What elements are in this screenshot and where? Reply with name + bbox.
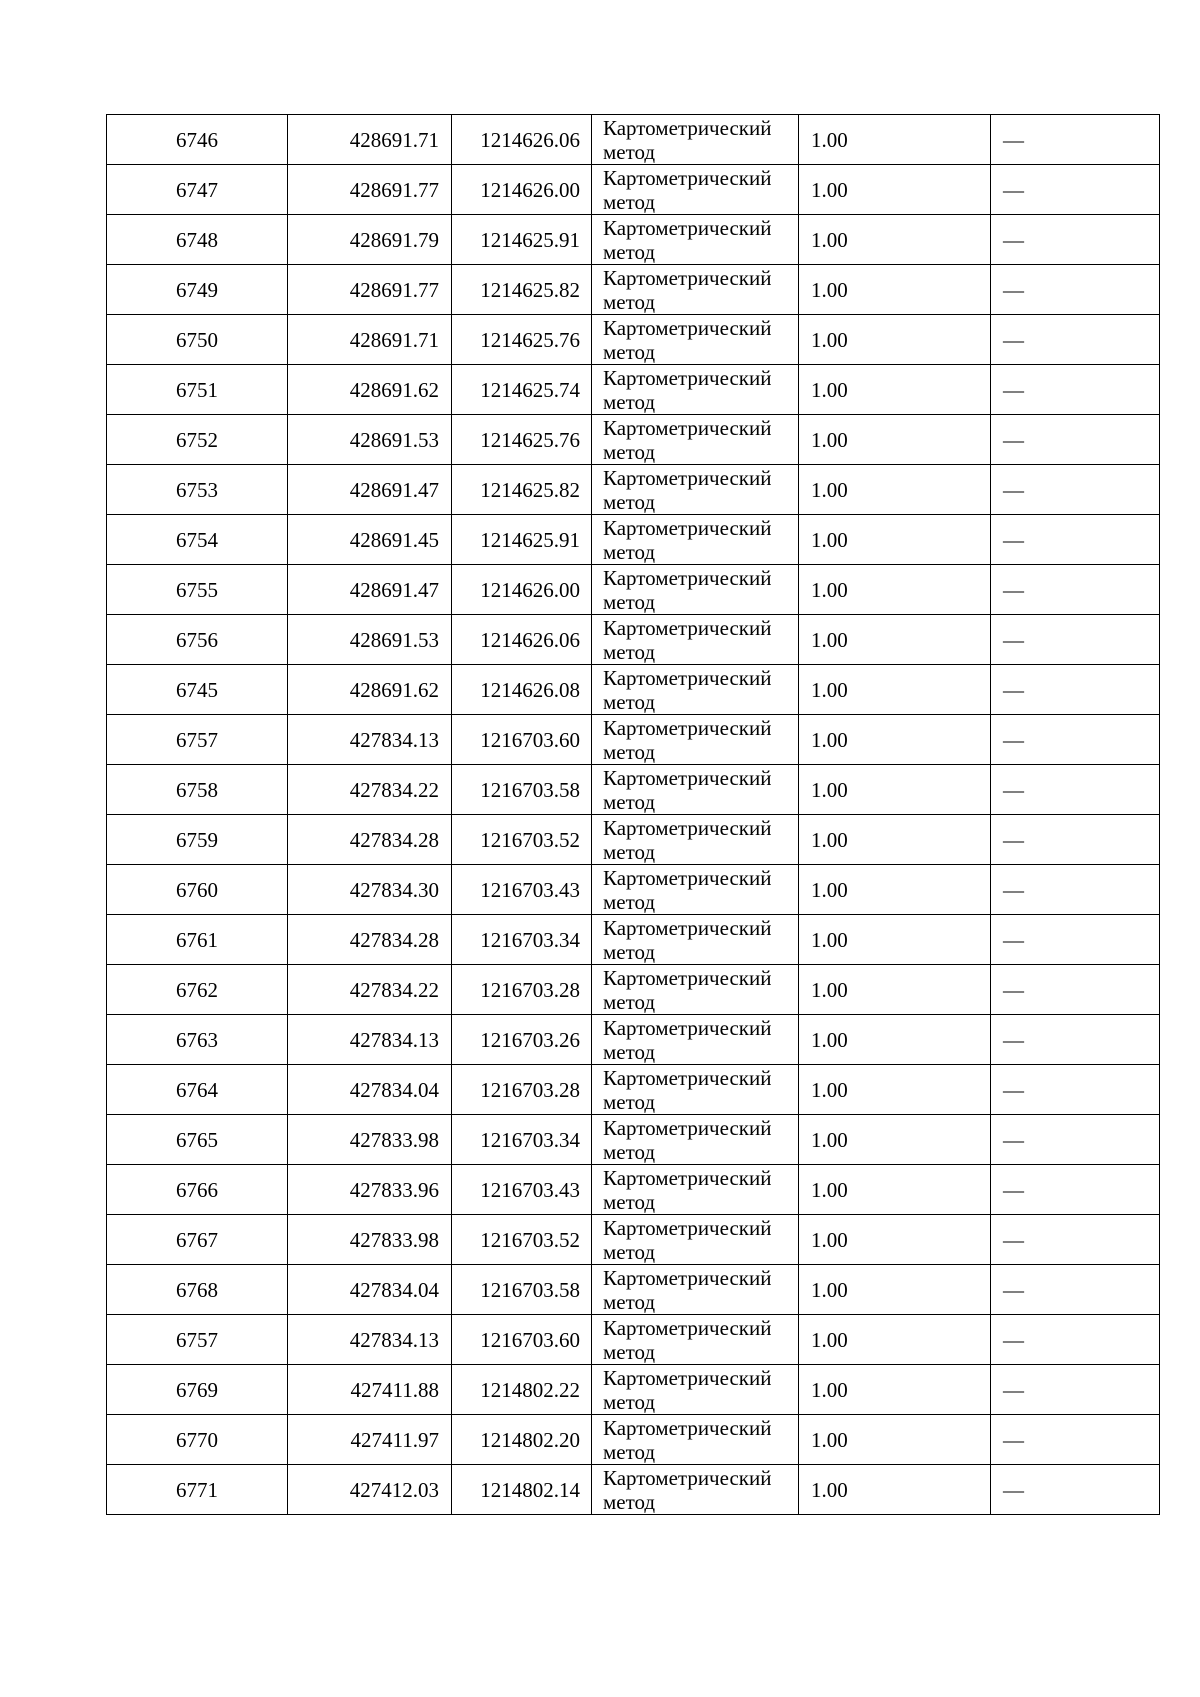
description-cell: — [991, 1465, 1160, 1515]
method-line-2: метод [603, 589, 656, 614]
method-line-1: Картометрический [603, 915, 772, 940]
method-line-2: метод [603, 1039, 656, 1064]
accuracy-cell: 1.00 [799, 1165, 991, 1215]
method-line-1: Картометрический [603, 1165, 772, 1190]
description-cell: — [991, 1065, 1160, 1115]
method-cell [592, 1215, 799, 1265]
method-cell [592, 315, 799, 365]
method-cell [592, 715, 799, 765]
point-number-cell: 6760 [107, 865, 288, 915]
y-coordinate-cell: 1216703.26 [452, 1015, 592, 1065]
accuracy-cell: 1.00 [799, 1115, 991, 1165]
method-line-2: метод [603, 939, 656, 964]
method-line-1: Картометрический [603, 815, 772, 840]
description-cell: — [991, 965, 1160, 1015]
method-line-2: метод [603, 389, 656, 414]
x-coordinate-cell: 427833.96 [288, 1165, 452, 1215]
y-coordinate-cell: 1216703.34 [452, 1115, 592, 1165]
y-coordinate-cell: 1216703.43 [452, 865, 592, 915]
x-coordinate-cell: 428691.47 [288, 465, 452, 515]
table-row [107, 1215, 1160, 1265]
y-coordinate-cell: 1216703.60 [452, 715, 592, 765]
x-coordinate-cell: 427834.04 [288, 1065, 452, 1115]
method-cell [592, 915, 799, 965]
method-line-2: метод [603, 339, 656, 364]
description-cell: — [991, 915, 1160, 965]
description-cell: — [991, 265, 1160, 315]
y-coordinate-cell: 1214626.00 [452, 565, 592, 615]
table-row [107, 1465, 1160, 1515]
table-row [107, 1115, 1160, 1165]
method-line-2: метод [603, 1389, 656, 1414]
accuracy-cell: 1.00 [799, 215, 991, 265]
description-cell: — [991, 115, 1160, 165]
x-coordinate-cell: 427411.88 [288, 1365, 452, 1415]
table-row [107, 115, 1160, 165]
coordinates-table-body [107, 115, 1160, 1515]
table-row [107, 515, 1160, 565]
y-coordinate-cell: 1214625.74 [452, 365, 592, 415]
accuracy-cell: 1.00 [799, 165, 991, 215]
method-line-1: Картометрический [603, 115, 772, 140]
method-cell [592, 365, 799, 415]
method-line-1: Картометрический [603, 365, 772, 390]
y-coordinate-cell: 1214802.22 [452, 1365, 592, 1415]
method-line-1: Картометрический [603, 315, 772, 340]
y-coordinate-cell: 1216703.60 [452, 1315, 592, 1365]
table-row [107, 1315, 1160, 1365]
x-coordinate-cell: 427834.22 [288, 965, 452, 1015]
method-line-2: метод [603, 1089, 656, 1114]
y-coordinate-cell: 1214625.82 [452, 265, 592, 315]
x-coordinate-cell: 427833.98 [288, 1215, 452, 1265]
method-cell [592, 1415, 799, 1465]
y-coordinate-cell: 1216703.58 [452, 765, 592, 815]
method-line-2: метод [603, 689, 656, 714]
x-coordinate-cell: 427834.13 [288, 715, 452, 765]
table-row [107, 215, 1160, 265]
accuracy-cell: 1.00 [799, 365, 991, 415]
table-row [107, 1415, 1160, 1465]
accuracy-cell: 1.00 [799, 665, 991, 715]
description-cell: — [991, 365, 1160, 415]
method-cell [592, 1265, 799, 1315]
y-coordinate-cell: 1216703.52 [452, 815, 592, 865]
description-cell: — [991, 1315, 1160, 1365]
point-number-cell: 6746 [107, 115, 288, 165]
accuracy-cell: 1.00 [799, 915, 991, 965]
y-coordinate-cell: 1214626.06 [452, 115, 592, 165]
table-row [107, 1365, 1160, 1415]
table-row [107, 815, 1160, 865]
x-coordinate-cell: 427834.28 [288, 815, 452, 865]
table-row [107, 315, 1160, 365]
method-line-1: Картометрический [603, 265, 772, 290]
method-cell [592, 1115, 799, 1165]
accuracy-cell: 1.00 [799, 115, 991, 165]
method-cell [592, 665, 799, 715]
method-line-1: Картометрический [603, 865, 772, 890]
method-line-2: метод [603, 439, 656, 464]
accuracy-cell: 1.00 [799, 1365, 991, 1415]
accuracy-cell: 1.00 [799, 1465, 991, 1515]
point-number-cell: 6757 [107, 1315, 288, 1365]
table-row [107, 965, 1160, 1015]
x-coordinate-cell: 427833.98 [288, 1115, 452, 1165]
method-line-2: метод [603, 639, 656, 664]
table-row [107, 715, 1160, 765]
accuracy-cell: 1.00 [799, 1065, 991, 1115]
method-cell [592, 565, 799, 615]
table-row [107, 265, 1160, 315]
table-row [107, 165, 1160, 215]
method-cell [592, 1165, 799, 1215]
method-line-1: Картометрический [603, 1415, 772, 1440]
table-row [107, 465, 1160, 515]
x-coordinate-cell: 427834.13 [288, 1015, 452, 1065]
method-line-1: Картометрический [603, 1265, 772, 1290]
method-cell [592, 965, 799, 1015]
y-coordinate-cell: 1216703.28 [452, 1065, 592, 1115]
method-line-1: Картометрический [603, 165, 772, 190]
description-cell: — [991, 1265, 1160, 1315]
accuracy-cell: 1.00 [799, 1415, 991, 1465]
method-line-1: Картометрический [603, 1065, 772, 1090]
accuracy-cell: 1.00 [799, 1015, 991, 1065]
y-coordinate-cell: 1214626.06 [452, 615, 592, 665]
accuracy-cell: 1.00 [799, 415, 991, 465]
x-coordinate-cell: 428691.79 [288, 215, 452, 265]
point-number-cell: 6753 [107, 465, 288, 515]
method-cell [592, 165, 799, 215]
method-line-1: Картометрический [603, 565, 772, 590]
method-line-2: метод [603, 739, 656, 764]
y-coordinate-cell: 1214625.91 [452, 515, 592, 565]
method-line-2: метод [603, 489, 656, 514]
accuracy-cell: 1.00 [799, 1315, 991, 1365]
table-row [107, 665, 1160, 715]
x-coordinate-cell: 428691.53 [288, 415, 452, 465]
method-line-2: метод [603, 239, 656, 264]
y-coordinate-cell: 1214625.76 [452, 315, 592, 365]
x-coordinate-cell: 428691.45 [288, 515, 452, 565]
point-number-cell: 6770 [107, 1415, 288, 1465]
point-number-cell: 6769 [107, 1365, 288, 1415]
x-coordinate-cell: 427834.28 [288, 915, 452, 965]
point-number-cell: 6764 [107, 1065, 288, 1115]
method-line-1: Картометрический [603, 1115, 772, 1140]
point-number-cell: 6745 [107, 665, 288, 715]
description-cell: — [991, 765, 1160, 815]
description-cell: — [991, 1415, 1160, 1465]
y-coordinate-cell: 1214625.91 [452, 215, 592, 265]
point-number-cell: 6763 [107, 1015, 288, 1065]
x-coordinate-cell: 428691.53 [288, 615, 452, 665]
accuracy-cell: 1.00 [799, 515, 991, 565]
description-cell: — [991, 615, 1160, 665]
coordinates-table [106, 114, 1160, 1515]
description-cell: — [991, 1165, 1160, 1215]
method-line-2: метод [603, 1239, 656, 1264]
method-cell [592, 1065, 799, 1115]
description-cell: — [991, 1015, 1160, 1065]
x-coordinate-cell: 428691.77 [288, 165, 452, 215]
description-cell: — [991, 215, 1160, 265]
accuracy-cell: 1.00 [799, 965, 991, 1015]
table-row [107, 865, 1160, 915]
description-cell: — [991, 1115, 1160, 1165]
method-line-2: метод [603, 1139, 656, 1164]
method-cell [592, 815, 799, 865]
method-cell [592, 415, 799, 465]
description-cell: — [991, 1365, 1160, 1415]
accuracy-cell: 1.00 [799, 1215, 991, 1265]
accuracy-cell: 1.00 [799, 565, 991, 615]
point-number-cell: 6758 [107, 765, 288, 815]
y-coordinate-cell: 1214625.82 [452, 465, 592, 515]
table-row [107, 765, 1160, 815]
x-coordinate-cell: 427834.04 [288, 1265, 452, 1315]
method-line-1: Картометрический [603, 615, 772, 640]
method-line-1: Картометрический [603, 1465, 772, 1490]
method-cell [592, 1365, 799, 1415]
method-line-1: Картометрический [603, 1215, 772, 1240]
method-line-2: метод [603, 139, 656, 164]
method-line-2: метод [603, 789, 656, 814]
point-number-cell: 6761 [107, 915, 288, 965]
description-cell: — [991, 315, 1160, 365]
point-number-cell: 6751 [107, 365, 288, 415]
method-line-2: метод [603, 1339, 656, 1364]
method-line-2: метод [603, 1489, 656, 1514]
method-cell [592, 215, 799, 265]
x-coordinate-cell: 427412.03 [288, 1465, 452, 1515]
point-number-cell: 6747 [107, 165, 288, 215]
point-number-cell: 6755 [107, 565, 288, 615]
point-number-cell: 6766 [107, 1165, 288, 1215]
y-coordinate-cell: 1214626.00 [452, 165, 592, 215]
y-coordinate-cell: 1216703.52 [452, 1215, 592, 1265]
x-coordinate-cell: 428691.47 [288, 565, 452, 615]
method-line-1: Картометрический [603, 1365, 772, 1390]
description-cell: — [991, 715, 1160, 765]
accuracy-cell: 1.00 [799, 265, 991, 315]
point-number-cell: 6754 [107, 515, 288, 565]
y-coordinate-cell: 1216703.34 [452, 915, 592, 965]
accuracy-cell: 1.00 [799, 715, 991, 765]
y-coordinate-cell: 1216703.28 [452, 965, 592, 1015]
method-line-2: метод [603, 1439, 656, 1464]
accuracy-cell: 1.00 [799, 815, 991, 865]
method-line-1: Картометрический [603, 765, 772, 790]
point-number-cell: 6771 [107, 1465, 288, 1515]
method-line-1: Картометрический [603, 1315, 772, 1340]
x-coordinate-cell: 428691.71 [288, 115, 452, 165]
point-number-cell: 6767 [107, 1215, 288, 1265]
method-cell [592, 1015, 799, 1065]
method-line-1: Картометрический [603, 215, 772, 240]
x-coordinate-cell: 427834.30 [288, 865, 452, 915]
method-cell [592, 465, 799, 515]
method-line-1: Картометрический [603, 715, 772, 740]
description-cell: — [991, 565, 1160, 615]
method-cell [592, 515, 799, 565]
method-line-1: Картометрический [603, 665, 772, 690]
point-number-cell: 6757 [107, 715, 288, 765]
point-number-cell: 6759 [107, 815, 288, 865]
accuracy-cell: 1.00 [799, 315, 991, 365]
table-row [107, 1015, 1160, 1065]
method-line-1: Картометрический [603, 515, 772, 540]
description-cell: — [991, 815, 1160, 865]
method-cell [592, 1465, 799, 1515]
method-line-1: Картометрический [603, 415, 772, 440]
method-line-2: метод [603, 839, 656, 864]
table-row [107, 615, 1160, 665]
x-coordinate-cell: 428691.77 [288, 265, 452, 315]
x-coordinate-cell: 428691.71 [288, 315, 452, 365]
method-line-1: Картометрический [603, 965, 772, 990]
method-line-2: метод [603, 289, 656, 314]
accuracy-cell: 1.00 [799, 865, 991, 915]
table-row [107, 915, 1160, 965]
point-number-cell: 6756 [107, 615, 288, 665]
table-row [107, 415, 1160, 465]
y-coordinate-cell: 1214626.08 [452, 665, 592, 715]
point-number-cell: 6752 [107, 415, 288, 465]
description-cell: — [991, 865, 1160, 915]
point-number-cell: 6748 [107, 215, 288, 265]
description-cell: — [991, 1215, 1160, 1265]
method-line-1: Картометрический [603, 1015, 772, 1040]
method-line-2: метод [603, 189, 656, 214]
method-line-2: метод [603, 889, 656, 914]
method-cell [592, 865, 799, 915]
y-coordinate-cell: 1214625.76 [452, 415, 592, 465]
point-number-cell: 6765 [107, 1115, 288, 1165]
table-row [107, 1265, 1160, 1315]
x-coordinate-cell: 427411.97 [288, 1415, 452, 1465]
method-line-2: метод [603, 989, 656, 1014]
table-row [107, 1065, 1160, 1115]
accuracy-cell: 1.00 [799, 765, 991, 815]
table-row [107, 1165, 1160, 1215]
method-line-2: метод [603, 539, 656, 564]
description-cell: — [991, 465, 1160, 515]
description-cell: — [991, 515, 1160, 565]
method-line-2: метод [603, 1289, 656, 1314]
accuracy-cell: 1.00 [799, 1265, 991, 1315]
method-cell [592, 265, 799, 315]
point-number-cell: 6762 [107, 965, 288, 1015]
point-number-cell: 6750 [107, 315, 288, 365]
method-cell [592, 765, 799, 815]
table-row [107, 565, 1160, 615]
x-coordinate-cell: 428691.62 [288, 665, 452, 715]
method-cell [592, 115, 799, 165]
x-coordinate-cell: 427834.22 [288, 765, 452, 815]
point-number-cell: 6768 [107, 1265, 288, 1315]
x-coordinate-cell: 427834.13 [288, 1315, 452, 1365]
method-line-1: Картометрический [603, 465, 772, 490]
table-row [107, 365, 1160, 415]
y-coordinate-cell: 1214802.20 [452, 1415, 592, 1465]
y-coordinate-cell: 1214802.14 [452, 1465, 592, 1515]
accuracy-cell: 1.00 [799, 465, 991, 515]
point-number-cell: 6749 [107, 265, 288, 315]
y-coordinate-cell: 1216703.43 [452, 1165, 592, 1215]
method-line-2: метод [603, 1189, 656, 1214]
accuracy-cell: 1.00 [799, 615, 991, 665]
description-cell: — [991, 165, 1160, 215]
method-cell [592, 1315, 799, 1365]
description-cell: — [991, 665, 1160, 715]
method-cell [592, 615, 799, 665]
x-coordinate-cell: 428691.62 [288, 365, 452, 415]
y-coordinate-cell: 1216703.58 [452, 1265, 592, 1315]
description-cell: — [991, 415, 1160, 465]
